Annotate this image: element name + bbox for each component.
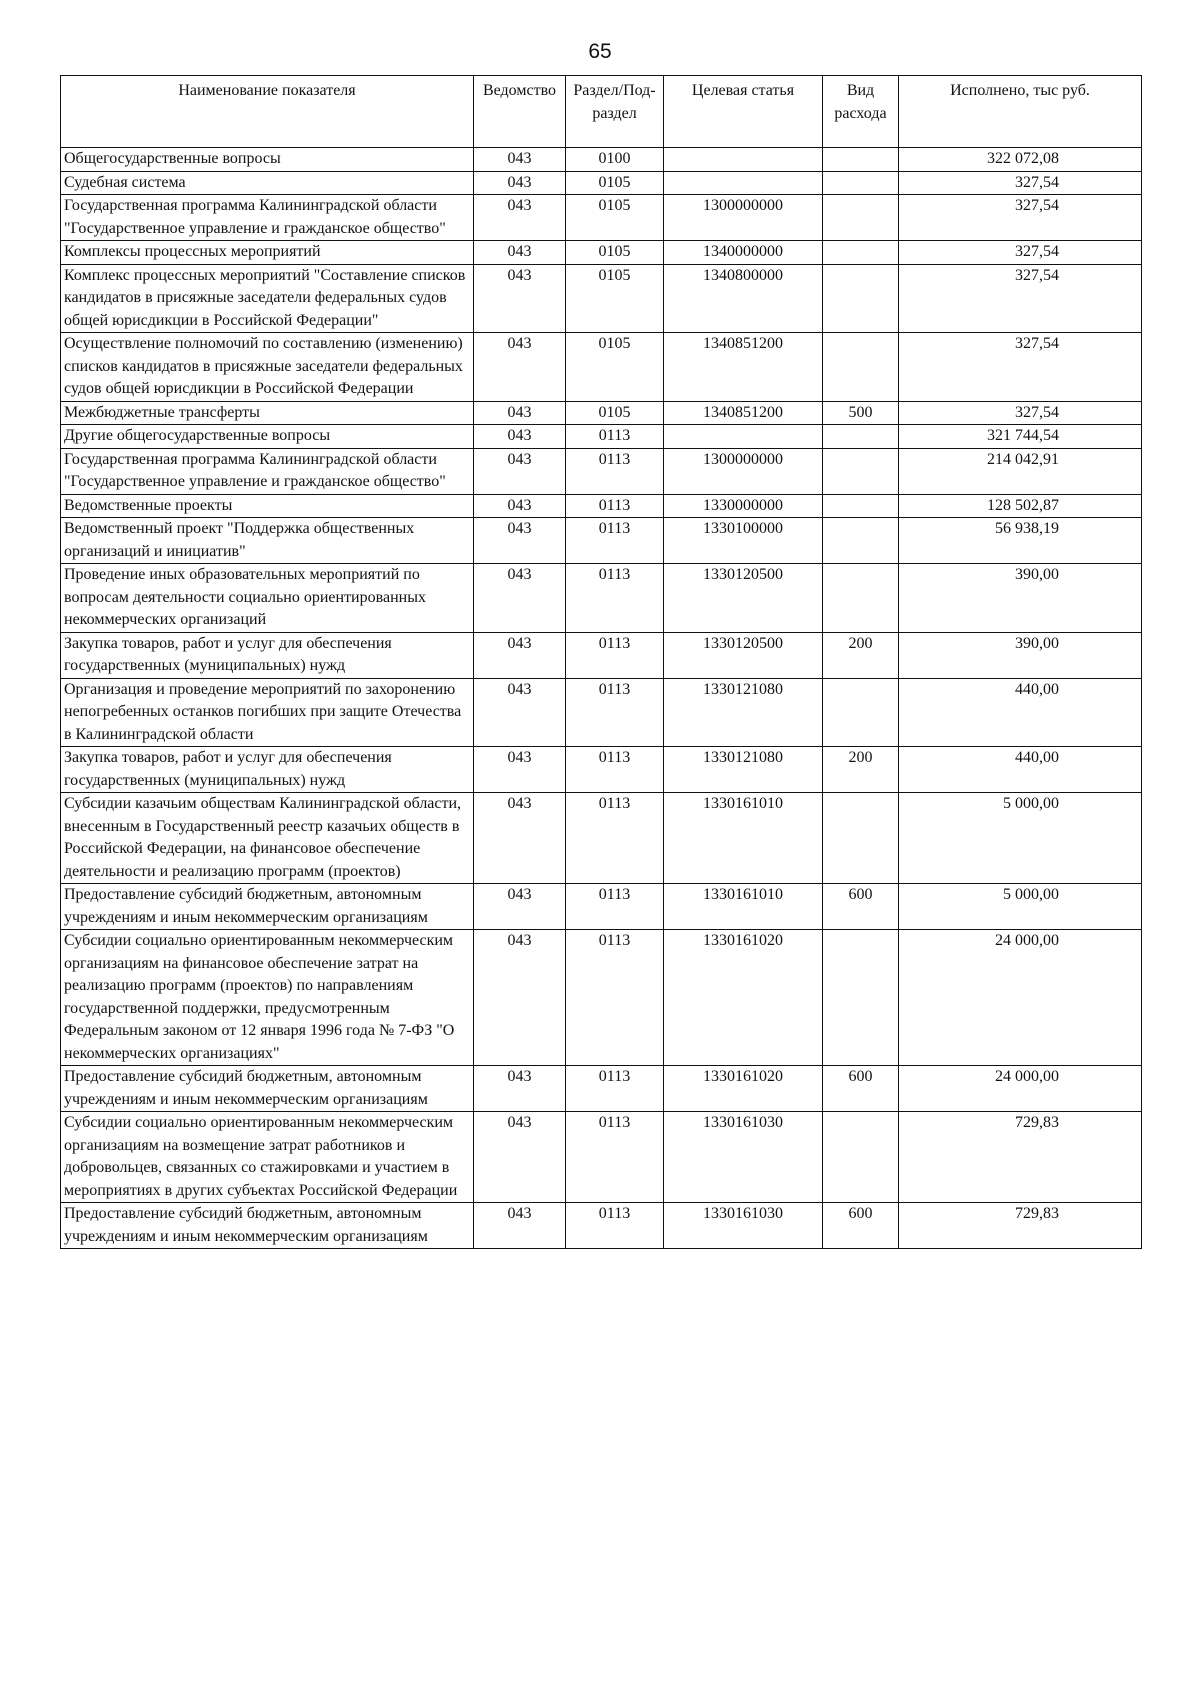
row-section-cell: 0105 [566, 401, 664, 425]
row-section-cell: 0113 [566, 564, 664, 633]
table-row [61, 1112, 1142, 1203]
row-name-cell: Общегосударственные вопросы [61, 148, 474, 172]
column-header-name: Наименование показателя [61, 76, 474, 148]
column-header-section: Раздел/Под- раздел [566, 76, 664, 148]
row-name-cell: Предоставление субсидий бюджетным, автономным учреждениям и иным некоммерческим организациям [61, 884, 474, 930]
table-row [61, 747, 1142, 793]
table-row [61, 793, 1142, 884]
row-target-item-cell: 1300000000 [664, 195, 823, 241]
column-header-department: Ведомство [474, 76, 566, 148]
row-name-cell: Ведомственные проекты [61, 494, 474, 518]
table-row [61, 148, 1142, 172]
row-section-cell: 0113 [566, 425, 664, 449]
row-name-cell: Государственная программа Калининградской области "Государственное управление и гражданское общество" [61, 195, 474, 241]
row-target-item-cell: 1330161010 [664, 884, 823, 930]
row-section-cell: 0113 [566, 518, 664, 564]
row-section-cell: 0113 [566, 494, 664, 518]
row-section-cell: 0113 [566, 1112, 664, 1203]
row-expense-type-cell [823, 564, 899, 633]
row-department-cell: 043 [474, 195, 566, 241]
row-section-cell: 0113 [566, 448, 664, 494]
row-executed-cell: 24 000,00 [899, 1066, 1142, 1112]
row-executed-cell: 327,54 [899, 264, 1142, 333]
row-expense-type-cell: 500 [823, 401, 899, 425]
row-name-cell: Закупка товаров, работ и услуг для обеспечения государственных (муниципальных) нужд [61, 632, 474, 678]
row-target-item-cell: 1330161030 [664, 1203, 823, 1249]
row-department-cell: 043 [474, 930, 566, 1066]
row-section-cell: 0105 [566, 241, 664, 265]
row-expense-type-cell [823, 148, 899, 172]
row-section-cell: 0113 [566, 793, 664, 884]
row-expense-type-cell [823, 241, 899, 265]
row-name-cell: Судебная система [61, 171, 474, 195]
table-row [61, 494, 1142, 518]
row-name-cell: Комплексы процессных мероприятий [61, 241, 474, 265]
row-target-item-cell: 1330100000 [664, 518, 823, 564]
row-target-item-cell: 1340000000 [664, 241, 823, 265]
row-name-cell: Закупка товаров, работ и услуг для обеспечения государственных (муниципальных) нужд [61, 747, 474, 793]
row-executed-cell: 56 938,19 [899, 518, 1142, 564]
row-department-cell: 043 [474, 171, 566, 195]
row-target-item-cell: 1330120500 [664, 632, 823, 678]
row-department-cell: 043 [474, 518, 566, 564]
row-executed-cell: 390,00 [899, 564, 1142, 633]
table-body [61, 148, 1142, 1249]
row-department-cell: 043 [474, 494, 566, 518]
row-name-cell: Предоставление субсидий бюджетным, автономным учреждениям и иным некоммерческим организациям [61, 1203, 474, 1249]
table-header-row [61, 76, 1142, 148]
row-section-cell: 0105 [566, 195, 664, 241]
table-row [61, 425, 1142, 449]
row-expense-type-cell [823, 1112, 899, 1203]
row-department-cell: 043 [474, 1203, 566, 1249]
row-executed-cell: 327,54 [899, 333, 1142, 402]
table-row [61, 195, 1142, 241]
row-executed-cell: 440,00 [899, 678, 1142, 747]
row-expense-type-cell: 200 [823, 632, 899, 678]
row-executed-cell: 128 502,87 [899, 494, 1142, 518]
table-row [61, 678, 1142, 747]
row-department-cell: 043 [474, 678, 566, 747]
row-name-cell: Другие общегосударственные вопросы [61, 425, 474, 449]
row-department-cell: 043 [474, 747, 566, 793]
row-department-cell: 043 [474, 448, 566, 494]
row-expense-type-cell [823, 264, 899, 333]
row-expense-type-cell [823, 930, 899, 1066]
row-section-cell: 0113 [566, 678, 664, 747]
row-name-cell: Межбюджетные трансферты [61, 401, 474, 425]
row-department-cell: 043 [474, 401, 566, 425]
row-executed-cell: 5 000,00 [899, 884, 1142, 930]
table-row [61, 264, 1142, 333]
row-target-item-cell: 1340851200 [664, 333, 823, 402]
row-expense-type-cell [823, 171, 899, 195]
row-target-item-cell: 1330161020 [664, 1066, 823, 1112]
row-section-cell: 0113 [566, 632, 664, 678]
row-executed-cell: 327,54 [899, 241, 1142, 265]
row-expense-type-cell [823, 494, 899, 518]
row-expense-type-cell: 600 [823, 1066, 899, 1112]
row-department-cell: 043 [474, 241, 566, 265]
table-row [61, 564, 1142, 633]
row-name-cell: Осуществление полномочий по составлению (изменению) списков кандидатов в присяжные заседатели федеральных судов общей юрисдикции в Российской Федерации [61, 333, 474, 402]
row-target-item-cell: 1330120500 [664, 564, 823, 633]
row-expense-type-cell [823, 448, 899, 494]
table-row [61, 401, 1142, 425]
row-target-item-cell: 1330121080 [664, 747, 823, 793]
row-target-item-cell: 1330121080 [664, 678, 823, 747]
row-executed-cell: 322 072,08 [899, 148, 1142, 172]
row-target-item-cell [664, 148, 823, 172]
row-name-cell: Субсидии социально ориентированным некоммерческим организациям на финансовое обеспечение затрат на реализацию программ (проектов) по направлениям государственной поддержки, предусмотренным Федеральным законом от 12 января 1996 года № 7-ФЗ "О некоммерческих организациях" [61, 930, 474, 1066]
row-executed-cell: 24 000,00 [899, 930, 1142, 1066]
row-executed-cell: 729,83 [899, 1112, 1142, 1203]
row-executed-cell: 214 042,91 [899, 448, 1142, 494]
row-name-cell: Субсидии социально ориентированным некоммерческим организациям на возмещение затрат работников и добровольцев, связанных со стажировками и участием в мероприятиях в других субъектах Российской Федерации [61, 1112, 474, 1203]
row-expense-type-cell [823, 195, 899, 241]
row-department-cell: 043 [474, 884, 566, 930]
row-executed-cell: 327,54 [899, 401, 1142, 425]
row-expense-type-cell: 200 [823, 747, 899, 793]
budget-execution-table [60, 75, 1142, 1249]
table-row [61, 1203, 1142, 1249]
row-expense-type-cell: 600 [823, 1203, 899, 1249]
row-executed-cell: 729,83 [899, 1203, 1142, 1249]
row-section-cell: 0113 [566, 747, 664, 793]
table-row [61, 333, 1142, 402]
row-section-cell: 0113 [566, 884, 664, 930]
row-section-cell: 0113 [566, 1066, 664, 1112]
row-expense-type-cell [823, 793, 899, 884]
row-name-cell: Субсидии казачьим обществам Калининградской области, внесенным в Государственный реестр казачьих обществ в Российской Федерации, на финансовое обеспечение деятельности и реализацию программ (проектов) [61, 793, 474, 884]
row-target-item-cell: 1340851200 [664, 401, 823, 425]
table-row [61, 632, 1142, 678]
table-row [61, 884, 1142, 930]
row-name-cell: Предоставление субсидий бюджетным, автономным учреждениям и иным некоммерческим организациям [61, 1066, 474, 1112]
row-target-item-cell: 1330000000 [664, 494, 823, 518]
row-executed-cell: 321 744,54 [899, 425, 1142, 449]
row-department-cell: 043 [474, 333, 566, 402]
row-expense-type-cell [823, 678, 899, 747]
table-row [61, 518, 1142, 564]
row-executed-cell: 5 000,00 [899, 793, 1142, 884]
row-name-cell: Организация и проведение мероприятий по захоронению непогребенных останков погибших при защите Отечества в Калининградской области [61, 678, 474, 747]
row-executed-cell: 327,54 [899, 195, 1142, 241]
row-name-cell: Государственная программа Калининградской области "Государственное управление и гражданское общество" [61, 448, 474, 494]
table-row [61, 930, 1142, 1066]
row-department-cell: 043 [474, 148, 566, 172]
row-section-cell: 0113 [566, 1203, 664, 1249]
table-row [61, 241, 1142, 265]
row-department-cell: 043 [474, 632, 566, 678]
table-row [61, 1066, 1142, 1112]
row-target-item-cell: 1330161030 [664, 1112, 823, 1203]
table-row [61, 171, 1142, 195]
row-executed-cell: 327,54 [899, 171, 1142, 195]
row-target-item-cell [664, 425, 823, 449]
row-executed-cell: 390,00 [899, 632, 1142, 678]
row-section-cell: 0105 [566, 264, 664, 333]
row-section-cell: 0105 [566, 171, 664, 195]
table-row [61, 448, 1142, 494]
row-section-cell: 0100 [566, 148, 664, 172]
row-department-cell: 043 [474, 264, 566, 333]
row-target-item-cell [664, 171, 823, 195]
row-target-item-cell: 1330161020 [664, 930, 823, 1066]
row-section-cell: 0113 [566, 930, 664, 1066]
column-header-executed: Исполнено, тыс руб. [899, 76, 1142, 148]
row-section-cell: 0105 [566, 333, 664, 402]
row-department-cell: 043 [474, 564, 566, 633]
row-expense-type-cell [823, 425, 899, 449]
row-name-cell: Комплекс процессных мероприятий "Составление списков кандидатов в присяжные заседатели федеральных судов общей юрисдикции в Российской Федерации" [61, 264, 474, 333]
row-target-item-cell: 1330161010 [664, 793, 823, 884]
row-name-cell: Проведение иных образовательных мероприятий по вопросам деятельности социально ориентированных некоммерческих организаций [61, 564, 474, 633]
row-department-cell: 043 [474, 1066, 566, 1112]
row-department-cell: 043 [474, 425, 566, 449]
row-expense-type-cell [823, 518, 899, 564]
row-executed-cell: 440,00 [899, 747, 1142, 793]
row-department-cell: 043 [474, 793, 566, 884]
row-name-cell: Ведомственный проект "Поддержка общественных организаций и инициатив" [61, 518, 474, 564]
row-target-item-cell: 1300000000 [664, 448, 823, 494]
row-department-cell: 043 [474, 1112, 566, 1203]
row-expense-type-cell: 600 [823, 884, 899, 930]
column-header-target-item: Целевая статья [664, 76, 823, 148]
row-expense-type-cell [823, 333, 899, 402]
column-header-expense-type: Вид расхода [823, 76, 899, 148]
row-target-item-cell: 1340800000 [664, 264, 823, 333]
page-number: 65 [588, 40, 612, 63]
